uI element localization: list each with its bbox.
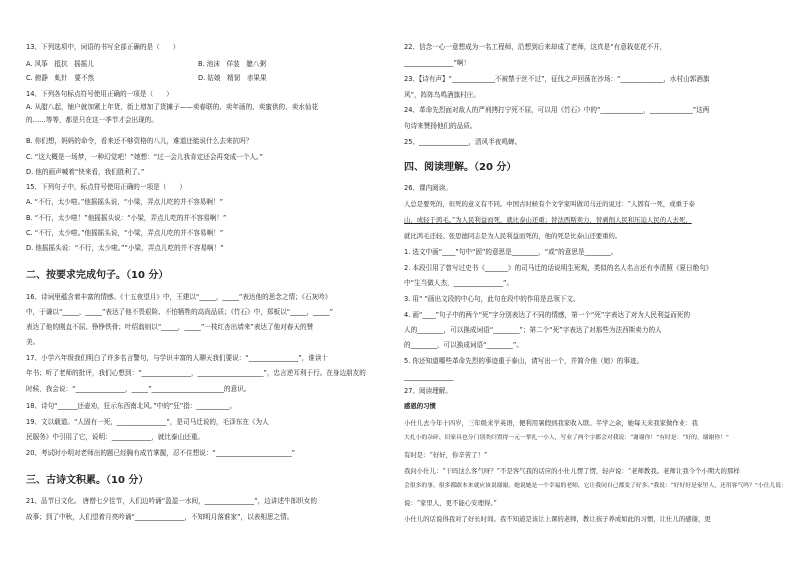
q17-line: 17、小学六年级我们明白了许多名言警句，与学识丰富的人聊天我们要说：“_______________”，谁读十: [26, 354, 329, 362]
passage-line: 就比鸿毛还轻。张思德同志是为人民利益而死的，他的死是比泰山还要重的。: [404, 232, 622, 240]
q23-line: 23、【诗有声】“_____________不被禁于丝不过”，征伐之声回荡在沙场：“_____________，水村山郭酒旗: [404, 75, 710, 83]
q26-subquestion: 4. 画“____”句子中的两个“死”字分别表达了不同的情感，第一个“死”字表达了对为人民利益而死的: [404, 311, 691, 319]
q21-line: 21、品节日文化。 唐僧七夕佳节，人们边吟诵“盈盈一水间，_______________”，边讲述牛郎织女的: [26, 497, 317, 505]
question-14: 14、下列各句标点符号使用正确的一项是（ ）: [26, 90, 173, 98]
story-line: 会很多的事，很多都跟本来就应该说谢谢。她说她是一个幸福的老师，它让我同自己都变了好多。”我说：“好好好是家里人，还用客气吗？”小仕儿说：: [404, 483, 787, 489]
q19-line: 民服务》中引用了它，说明：____________，就比泰山还重。: [26, 433, 205, 441]
q15-line: C. “不行，太少啦。”他摇摇头说，“小梁，弄点儿吃的并不容易啊！”: [26, 229, 224, 237]
q26-subquestion: 的________，可以换成词语“________”。: [404, 341, 523, 349]
q23-line: 风”，阵阵鸟鸣酒旗村庄。: [404, 91, 480, 99]
question-26-title: 26、课内阅读。: [404, 184, 452, 192]
q26-subquestion: 2. 本段引用了曾写过史书《_______》的司马迁的话说明生死观，类似的名人名言还有李清照《夏日绝句》: [404, 264, 713, 272]
story-line: 说：“家里人，更不能心安理得。”: [404, 499, 497, 507]
q26-subquestion: 1. 选文中画“____”句中“固”的意思是________，“或”的意思是________。: [404, 248, 618, 256]
story-title: 感恩的习惯: [404, 402, 436, 410]
q26-subquestion: 5. 你还知道哪些革命先烈的事迹重于泰山，请写出一个，并简介他（她）的事迹。: [404, 357, 644, 365]
q26-subquestion: 人的________，可以换成词语“________”；第二个“死”字表达了对那些为法西斯卖力的人: [404, 326, 662, 334]
q16-line: 美。: [26, 338, 40, 346]
question-13: 13、下列选项中，词语的书写全部正确的是（ ）: [26, 43, 180, 51]
q24-line: 句诗来赞扬他们的品质。: [404, 122, 477, 130]
q13-option-b: B. 池沫 佯装 臆八粥: [198, 60, 267, 68]
q14-line: B. 你们想，妈妈的命令，看来还不够资格的八儿，难道还能说什么去来抗吗？: [26, 137, 253, 145]
passage-line: 人总是要死的，但死的意义有不同。中国古时候有个文学家叫做司马迁的说过：“人固有一死，或重于泰: [404, 200, 695, 208]
story-line: 有时是：“好好，你辛苦了！”: [404, 451, 488, 459]
q17-line: 时候，我会说：“_______________，_____”______________________的意识。: [26, 385, 251, 393]
question-18: 18、诗句“______还壶劝，狂示东西南北风。”中的“狂”指：__________。: [26, 402, 236, 410]
q22-line: 22、信念一心一意想成为一名工程师，沿想到后来却成了老师，这真是“有意栽花花不开，: [404, 43, 667, 51]
passage-line: 山，或轻于鸿毛。”为人民利益而死，就比泰山还重；替法西斯卖力，替剥削人民和压迫人民的人去死，: [404, 216, 692, 224]
q16-line: 表达了他的刚直不屈、铮铮铁骨；叶绍翁则以“_____，_____”一枝红杏出墙来”表达了他对春天的赞: [26, 323, 314, 331]
question-20: 20、考试时小明对老师出的题已经胸有成竹掌握，忍不住想说：“_______________________”: [26, 449, 296, 457]
q13-option-d: D. 姑娘 精韧 赤果果: [198, 74, 267, 82]
q17-line: 年书；听了老师的批评，我们心想到：“_______________，____________________”，忠言逆耳利于行。在身边朋友的: [26, 369, 366, 377]
q26-subquestion: 中“生当做人杰，_______________”。: [404, 279, 514, 287]
story-line: 小仕儿去今年十四岁，三年级来学英语，便利用暑假到我家收入联。半学之余，她每天来我家做作业：我: [404, 419, 698, 427]
story-line: 小仕儿的话说得我对了好长时间。我不知道是该让上课的老师，教让孩子养成如此的习惯，让仕儿的感谢，更: [404, 515, 711, 523]
q26-answer-line: _______________: [404, 373, 454, 381]
q24-line: 24、革命先烈面对敌人的严刑拷打宁死不屈，可以用《竹石》中的“_____________，_____________”这两: [404, 106, 710, 114]
question-15: 15、下列句子中，标点符号使用正确的一项是（ ）: [26, 183, 187, 191]
q21-line: 故事；到了中秋，人们望着月亮吟诵“_______________，不知明月落谁家”，以表相思之情。: [26, 513, 294, 521]
question-25: 25、_______________，清风半夜鸣蝉。: [404, 138, 522, 146]
q14-line: C. “这大概是一场梦，一种幻觉吧！”她想：“过一会儿我肯定还会再变成一个人。”: [26, 153, 263, 161]
q14-line: D. 他的画声喊着“快来看，我们胜利了。”: [26, 168, 145, 176]
q26-subquestion: 3. 用“ ”画出文段的中心句，此句在段中的作用是总领下文。: [404, 295, 580, 303]
q16-line: 中，于谦以“_____，_____”表达了他不畏艰险、不怕牺牲的高尚品质；《竹石》中，郑板以“_____，_____”: [26, 308, 334, 316]
section-4-heading: 四、阅读理解。（20 分）: [404, 162, 517, 173]
q15-line: D. 他摇摇头说：“不行，太少啦。”“小梁，弄点儿吃的并不容易啊！”: [26, 244, 224, 252]
q14-line: A. 从腊八起，铺户就加紧上年货，街上增加了货摊子——卖春联的、卖年画的、卖蜜供的、卖水仙花: [26, 103, 319, 111]
story-line: 我问小仕儿：“干吗这么客气呀？”不是客气我的话应的小仕儿愣了愣，轻声说：“老师教我。老师让我今个小期大的那样: [404, 467, 740, 475]
q15-line: B. “不行，太少啦！”他摇摇头说：“小梁，弄点儿吃的并不容易啊！”: [26, 214, 227, 222]
q14-line: 的……等等，都是只在这一季节才会出现的。: [26, 116, 158, 124]
q15-line: A. “不行，太少啦。”他摇摇头说，“小梁，弄点儿吃的并不容易啊！”: [26, 198, 223, 206]
section-2-heading: 二、按要求完成句子。（10 分）: [26, 270, 169, 281]
section-3-heading: 三、古诗文积累。（10 分）: [26, 475, 149, 486]
question-27-title: 27、阅读理解。: [404, 387, 452, 395]
q16-line: 16、诗词里蕴含着丰富的情感。《十五夜望月》中，王建以“_____，_____”表达他的思念之情；《石灰吟》: [26, 293, 332, 301]
q13-option-a: A. 风筝 抵抗 摇摇儿: [26, 60, 94, 68]
q13-option-c: C. 俯静 虬针 要不然: [26, 74, 95, 82]
q19-line: 19、文以载道。“人固有一死，_______________”，是司马迁说的，毛泽东在《为人: [26, 418, 269, 426]
story-line: 大扎小的杂碎、旧家具也分门别类归置得一元一掌扎一小人，写业了两个字都会对我说：“谢谢你！”有时是：“好的，谢谢你！”: [404, 435, 729, 441]
q22-line: _______________”啊！: [404, 59, 471, 67]
